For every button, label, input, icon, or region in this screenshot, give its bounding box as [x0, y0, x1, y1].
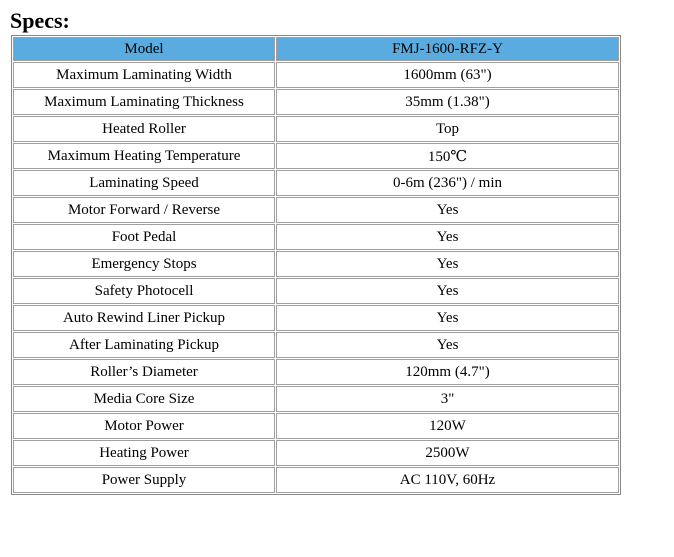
- spec-value-cell: 3": [276, 386, 619, 412]
- header-label-cell: Model: [13, 37, 275, 61]
- specs-table: [11, 35, 621, 495]
- spec-label-cell: Emergency Stops: [13, 251, 275, 277]
- spec-value-cell: Yes: [276, 305, 619, 331]
- spec-value-cell: 150℃: [276, 143, 619, 169]
- table-header-row: [13, 37, 619, 61]
- spec-label-cell: Power Supply: [13, 467, 275, 493]
- spec-label-cell: Heated Roller: [13, 116, 275, 142]
- spec-value-cell: 120mm (4.7"): [276, 359, 619, 385]
- table-row: [13, 413, 619, 439]
- spec-label-cell: Maximum Laminating Width: [13, 62, 275, 88]
- spec-label-cell: Motor Forward / Reverse: [13, 197, 275, 223]
- spec-value-cell: 35mm (1.38"): [276, 89, 619, 115]
- table-row: [13, 62, 619, 88]
- spec-label-cell: Maximum Laminating Thickness: [13, 89, 275, 115]
- spec-label-cell: Laminating Speed: [13, 170, 275, 196]
- spec-value-cell: 120W: [276, 413, 619, 439]
- spec-value-cell: Yes: [276, 251, 619, 277]
- header-value-cell: FMJ-1600-RFZ-Y: [276, 37, 619, 61]
- table-row: [13, 440, 619, 466]
- table-row: [13, 359, 619, 385]
- table-row: [13, 89, 619, 115]
- spec-label-cell: Auto Rewind Liner Pickup: [13, 305, 275, 331]
- table-row: [13, 143, 619, 169]
- spec-label-cell: Foot Pedal: [13, 224, 275, 250]
- table-row: [13, 386, 619, 412]
- spec-value-cell: 0-6m (236") / min: [276, 170, 619, 196]
- spec-value-cell: 1600mm (63"): [276, 62, 619, 88]
- spec-value-cell: Yes: [276, 197, 619, 223]
- spec-label-cell: Heating Power: [13, 440, 275, 466]
- spec-value-cell: AC 110V, 60Hz: [276, 467, 619, 493]
- spec-value-cell: Yes: [276, 224, 619, 250]
- spec-label-cell: Safety Photocell: [13, 278, 275, 304]
- table-row: [13, 170, 619, 196]
- page-title: Specs:: [10, 8, 70, 33]
- table-row: [13, 305, 619, 331]
- spec-value-cell: 2500W: [276, 440, 619, 466]
- table-row: [13, 116, 619, 142]
- table-row: [13, 197, 619, 223]
- spec-label-cell: After Laminating Pickup: [13, 332, 275, 358]
- table-row: [13, 332, 619, 358]
- spec-label-cell: Motor Power: [13, 413, 275, 439]
- table-row: [13, 278, 619, 304]
- spec-value-cell: Yes: [276, 278, 619, 304]
- table-row: [13, 251, 619, 277]
- spec-label-cell: Maximum Heating Temperature: [13, 143, 275, 169]
- spec-label-cell: Media Core Size: [13, 386, 275, 412]
- table-row: [13, 224, 619, 250]
- spec-value-cell: Top: [276, 116, 619, 142]
- spec-value-cell: Yes: [276, 332, 619, 358]
- spec-label-cell: Roller’s Diameter: [13, 359, 275, 385]
- table-row: [13, 467, 619, 493]
